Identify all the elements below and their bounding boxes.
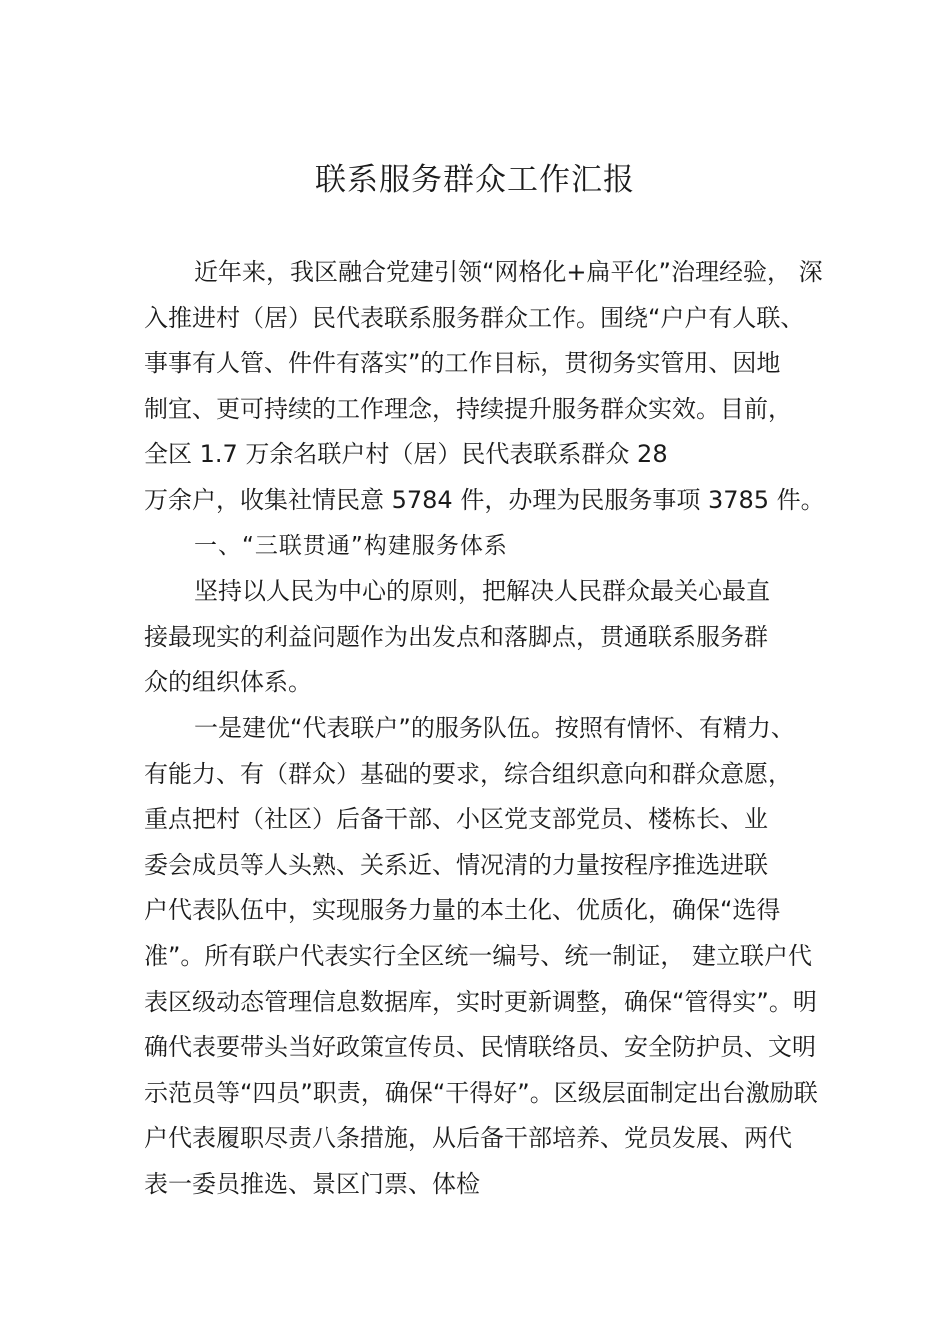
body-line: 户代表队伍中，实现服务力量的本土化、优质化，确保“选得 xyxy=(144,896,781,925)
body-line: 万余户，收集社情民意 5784 件，办理为民服务事项 3785 件。 xyxy=(144,485,825,514)
body-line: 坚持以人民为中心的原则，把解决人民群众最关心最直 xyxy=(194,577,770,606)
body-line: 户代表履职尽责八条措施，从后备干部培养、党员发展、两代 xyxy=(144,1124,792,1153)
body-line: 近年来，我区融合党建引领“网格化+扁平化”治理经验， 深 xyxy=(194,258,823,286)
body-line: 委会成员等人头熟、关系近、情况清的力量按程序推选进联 xyxy=(144,850,768,879)
body-line: 示范员等“四员”职责，确保“干得好”。区级层面制定出台激励联 xyxy=(144,1078,818,1107)
document-body xyxy=(144,250,844,1207)
section-heading: 一、“三联贯通”构建服务体系 xyxy=(194,532,508,559)
document-title: 联系服务群众工作汇报 xyxy=(315,162,635,198)
body-line: 众的组织体系。 xyxy=(144,668,312,697)
body-line: 准”。所有联户代表实行全区统一编号、统一制证， 建立联户代 xyxy=(144,941,813,970)
body-line: 表区级动态管理信息数据库，实时更新调整，确保“管得实”。明 xyxy=(144,987,817,1016)
body-line: 确代表要带头当好政策宣传员、民情联络员、安全防护员、文明 xyxy=(144,1033,816,1062)
body-line: 接最现实的利益问题作为出发点和落脚点，贯通联系服务群 xyxy=(144,622,768,651)
body-line: 全区 1.7 万余名联户村（居）民代表联系群众 28 xyxy=(144,440,668,469)
body-line: 重点把村（社区）后备干部、小区党支部党员、楼栋长、业 xyxy=(144,805,768,834)
body-line: 入推进村（居）民代表联系服务群众工作。围绕“户户有人联、 xyxy=(144,303,805,332)
body-line: 一是建优“代表联户”的服务队伍。按照有情怀、有精力、 xyxy=(194,713,795,742)
body-line: 有能力、有（群众）基础的要求，综合组织意向和群众意愿， xyxy=(144,759,792,788)
body-line: 表一委员推选、景区门票、体检 xyxy=(144,1169,480,1198)
body-line: 事事有人管、件件有落实”的工作目标，贯彻务实管用、因地 xyxy=(144,349,781,378)
body-line: 制宜、更可持续的工作理念，持续提升服务群众实效。目前， xyxy=(144,394,792,423)
